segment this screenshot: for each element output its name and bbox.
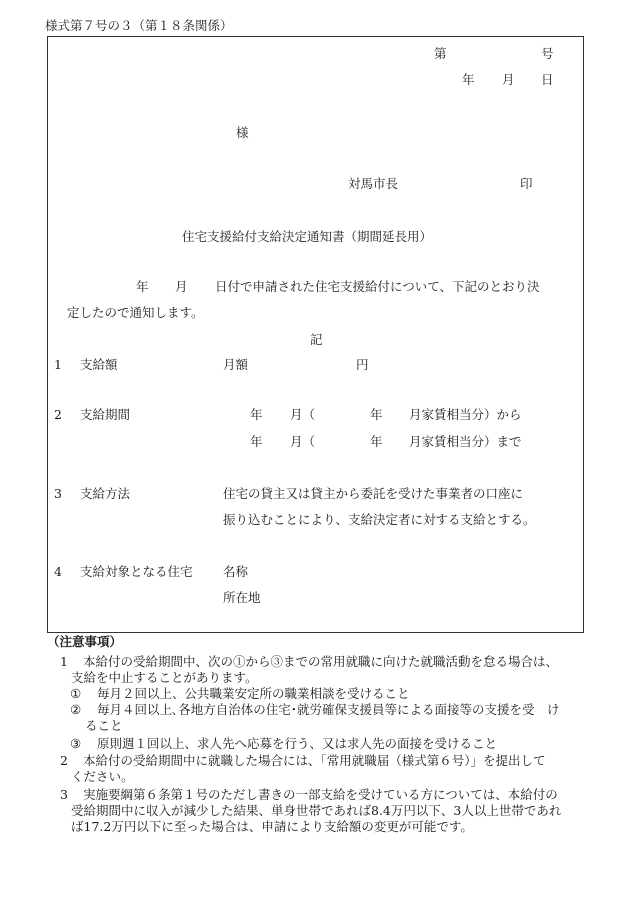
date-year: 年	[462, 72, 475, 87]
note3-number: 3	[60, 787, 68, 802]
item2-from-year2: 年	[370, 407, 383, 422]
date-month: 月	[502, 72, 515, 87]
note2-line1: 本給付の受給期間中に就職した場合には、「常用就職届（様式第６号）」を提出して	[83, 753, 546, 768]
subnote2-mark: ②	[70, 702, 82, 717]
note3-line2: 受給期間中に収入が減少した結果、単身世帯であれば8.4万円以下、3人以上世帯であれ	[71, 803, 562, 818]
body-line2: 定したので通知します。	[67, 305, 204, 320]
item3-number: 3	[54, 486, 62, 501]
subnote2-line1: 毎月４回以上､各地方自治体の住宅･就労確保支援員等による面接等の支援を受 け	[97, 702, 560, 717]
body-month: 月	[175, 279, 188, 294]
page-title: 住宅支援給付支給決定通知書（期間延長用）	[182, 229, 433, 244]
item2-from-suffix: 月家賃相当分）から	[409, 407, 522, 422]
addressee-suffix: 様	[236, 125, 249, 140]
ki-marker: 記	[310, 332, 323, 347]
item1-label: 支給額	[80, 357, 118, 372]
date-day: 日	[541, 72, 554, 87]
body-line1: 日付で申請された住宅支援給付について、下記のとおり決	[215, 279, 540, 294]
item1-yen: 円	[356, 357, 369, 372]
note1-line2: 支給を中止することがあります。	[71, 670, 258, 685]
form-number: 様式第７号の３（第１８条関係）	[45, 18, 233, 33]
item2-to-suffix: 月家賃相当分）まで	[409, 434, 522, 449]
item4-address-label: 所在地	[223, 590, 261, 605]
issuer: 対馬市長	[348, 176, 399, 191]
item4-label: 支給対象となる住宅	[80, 564, 193, 579]
subnote3-text: 原則週１回以上、求人先へ応募を行う、又は求人先の面接を受けること	[97, 736, 498, 751]
item3-label: 支給方法	[80, 486, 131, 501]
item3-line1: 住宅の貸主又は貸主から委託を受けた事業者の口座に	[223, 486, 524, 501]
seal-mark: 印	[520, 176, 533, 191]
doc-number-suffix: 号	[541, 46, 554, 61]
note3-line1: 実施要綱第６条第１号のただし書きの一部支給を受けている方については、本給付の	[83, 787, 558, 802]
item2-number: 2	[54, 407, 62, 422]
item4-number: 4	[54, 564, 62, 579]
note2-number: 2	[60, 753, 68, 768]
item2-to-month: 月（	[290, 434, 316, 449]
item2-from-month: 月（	[290, 407, 316, 422]
note1-line1: 本給付の受給期間中、次の①から③までの常用就職に向けた就職活動を怠る場合は、	[83, 654, 559, 669]
item2-to-year2: 年	[370, 434, 383, 449]
doc-number-prefix: 第	[434, 46, 447, 61]
item1-monthly-label: 月額	[223, 357, 249, 372]
item4-name-label: 名称	[223, 564, 249, 579]
item2-label: 支給期間	[80, 407, 131, 422]
note3-line3: ば17.2万円以下に至った場合は、申請により支給額の変更が可能です。	[71, 819, 473, 834]
subnote2-line2: ること	[85, 718, 123, 733]
notes-heading: （注意事項）	[47, 634, 123, 649]
item2-from-year: 年	[250, 407, 263, 422]
item2-to-year: 年	[250, 434, 263, 449]
subnote3-mark: ③	[70, 736, 82, 751]
item3-line2: 振り込むことにより、支給決定者に対する支給とする。	[223, 512, 536, 527]
subnote1-mark: ①	[70, 686, 82, 701]
subnote1-text: 毎月２回以上、公共職業安定所の職業相談を受けること	[97, 686, 410, 701]
note1-number: 1	[60, 654, 68, 669]
note2-line2: ください。	[71, 769, 134, 784]
body-year: 年	[136, 279, 149, 294]
item1-number: 1	[54, 357, 62, 372]
